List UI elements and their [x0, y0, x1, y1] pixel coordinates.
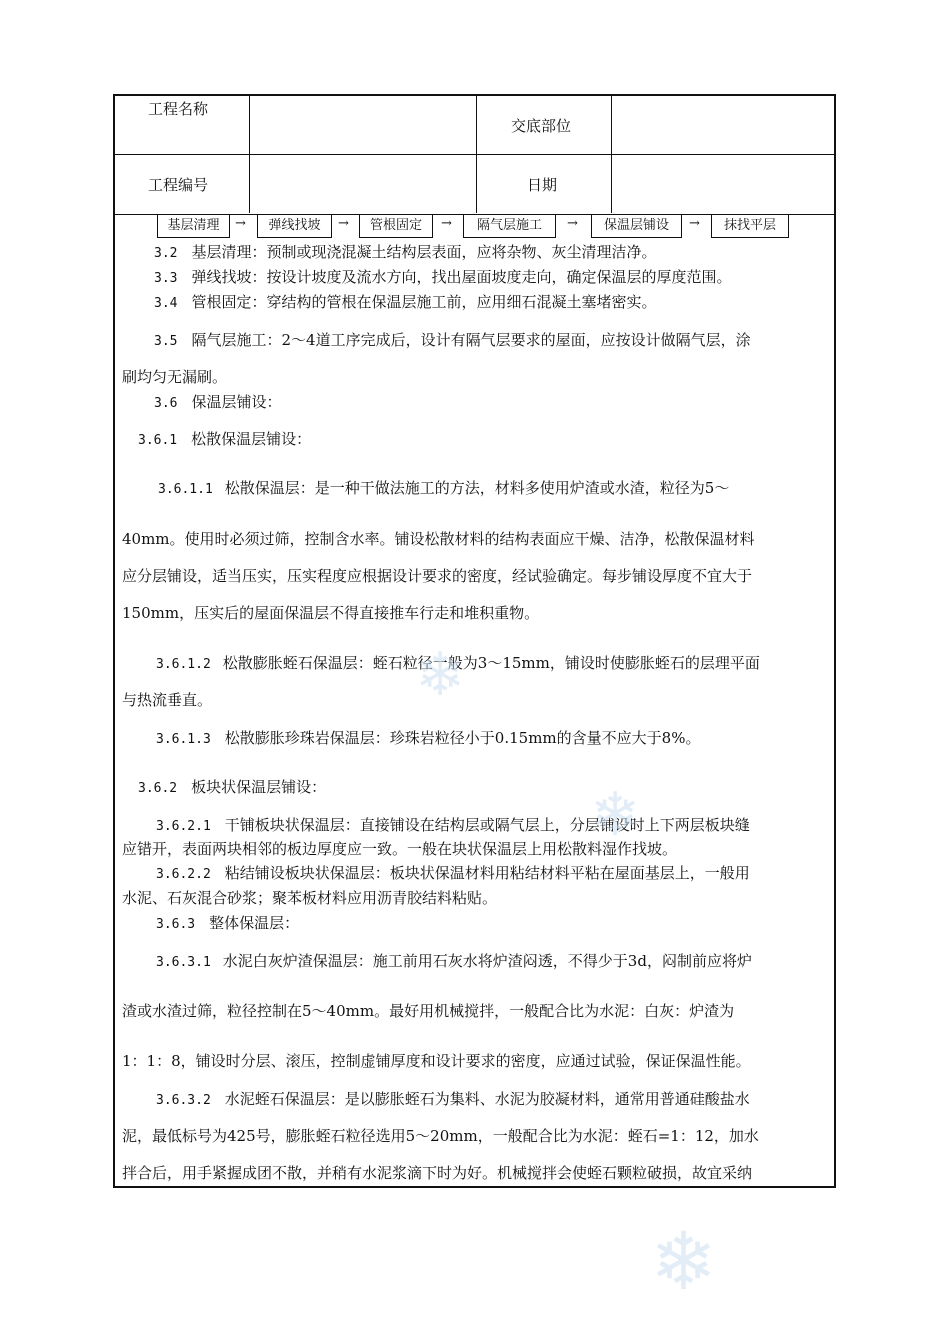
header-divider [476, 96, 477, 213]
paragraph-line: 刷均匀无漏刷。 [122, 368, 228, 386]
flow-step: 基层清理 [157, 214, 230, 238]
flow-step: 抹找平层 [711, 214, 789, 238]
watermark-snowflake-icon: ❄ [590, 780, 641, 850]
paragraph-line: 3.6 保温层铺设： [154, 393, 282, 411]
flow-arrow-icon: → [338, 216, 349, 231]
paragraph-line: 3.6.1.1 松散保温层：是一种干做法施工的方法，材料多使用炉渣或水渣，粒径为5～ [158, 479, 730, 497]
flow-arrow-icon: → [689, 216, 700, 231]
paragraph-line: 3.4 管根固定：穿结构的管根在保温层施工前，应用细石混凝土塞堵密实。 [154, 293, 657, 311]
paragraph-line: 3.5 隔气层施工：2～4道工序完成后，设计有隔气层要求的屋面，应按设计做隔气层，涂 [154, 331, 751, 349]
project-name-label: 工程名称 [148, 100, 209, 118]
paragraph-line: 3.6.2 板块状保温层铺设： [138, 778, 327, 796]
flow-arrow-icon: → [441, 216, 452, 231]
paragraph-line: 3.6.3.1 水泥白灰炉渣保温层：施工前用石灰水将炉渣闷透，不得少于3d，闷制前应将炉 [156, 952, 752, 970]
paragraph-line: 3.3 弹线找坡：按设计坡度及流水方向，找出屋面坡度走向，确定保温层的厚度范围。 [154, 268, 732, 286]
paragraph-line: 应错开，表面两块相邻的板边厚度应一致。一般在块状保温层上用松散料湿作找坡。 [122, 840, 678, 858]
date-label: 日期 [527, 176, 558, 194]
paragraph-line: 150mm，压实后的屋面保温层不得直接推车行走和堆积重物。 [122, 604, 540, 622]
paragraph-line: 3.6.1 松散保温层铺设： [138, 430, 312, 448]
flow-step: 弹线找坡 [257, 214, 332, 238]
paragraph-line: 3.6.1.2 松散膨胀蛭石保温层：蛭石粒径一般为3～15mm，铺设时使膨胀蛭石的层理平面 [156, 654, 760, 672]
flow-arrow-icon: → [235, 216, 246, 231]
flow-arrow-icon: → [567, 216, 578, 231]
paragraph-line: 3.6.2.1 干铺板块状保温层：直接铺设在结构层或隔气层上，分层铺设时上下两层板块缝 [156, 816, 750, 834]
handover-part-label: 交底部位 [511, 117, 572, 135]
paragraph-line: 3.6.3 整体保温层： [156, 914, 300, 932]
paragraph-line: 1：1：8，铺设时分层、滚压，控制虚铺厚度和设计要求的密度，应通过试验，保证保温性能。 [122, 1052, 751, 1070]
flow-step: 隔气层施工 [463, 214, 556, 238]
project-number-label: 工程编号 [148, 176, 209, 194]
header-divider [249, 96, 250, 213]
flow-step: 保温层铺设 [591, 214, 682, 238]
paragraph-line: 泥，最低标号为425号，膨胀蛭石粒径选用5～20mm，一般配合比为水泥：蛭石=1：12，加水 [122, 1127, 759, 1145]
paragraph-line: 3.6.2.2 粘结铺设板块状保温层：板块状保温材料用粘结材料平粘在屋面基层上，一般用 [156, 864, 750, 882]
paragraph-line: 与热流垂直。 [122, 691, 213, 709]
header-row-1 [115, 96, 834, 155]
watermark-snowflake-icon: ❄ [415, 640, 466, 710]
paragraph-line: 3.6.3.2 水泥蛭石保温层：是以膨胀蛭石为集料、水泥为胶凝材料，通常用普通硅酸盐水 [156, 1090, 750, 1108]
paragraph-line: 3.2 基层清理：预制或现浇混凝土结构层表面，应将杂物、灰尘清理洁净。 [154, 243, 657, 261]
paragraph-line: 渣或水渣过筛，粒径控制在5～40mm。最好用机械搅拌，一般配合比为水泥：白灰：炉渣为 [122, 1002, 735, 1020]
header-row-2 [115, 155, 834, 215]
watermark-snowflake-icon: ❄ [650, 1215, 718, 1308]
paragraph-line: 40mm。使用时必须过筛，控制含水率。铺设松散材料的结构表面应干燥、洁净，松散保温材料 [122, 530, 755, 548]
header-divider [611, 96, 612, 213]
paragraph-line: 拌合后，用手紧握成团不散，并稍有水泥浆滴下时为好。机械搅拌会使蛭石颗粒破损，故宜采纳 [122, 1164, 753, 1182]
flow-step: 管根固定 [359, 214, 433, 238]
paragraph-line: 应分层铺设，适当压实，压实程度应根据设计要求的密度，经试验确定。每步铺设厚度不宜大于 [122, 567, 753, 585]
paragraph-line: 水泥、石灰混合砂浆；聚苯板材料应用沥青胶结料粘贴。 [122, 889, 498, 907]
paragraph-line: 3.6.1.3 松散膨胀珍珠岩保温层：珍珠岩粒径小于0.15mm的含量不应大于8%。 [156, 729, 701, 747]
